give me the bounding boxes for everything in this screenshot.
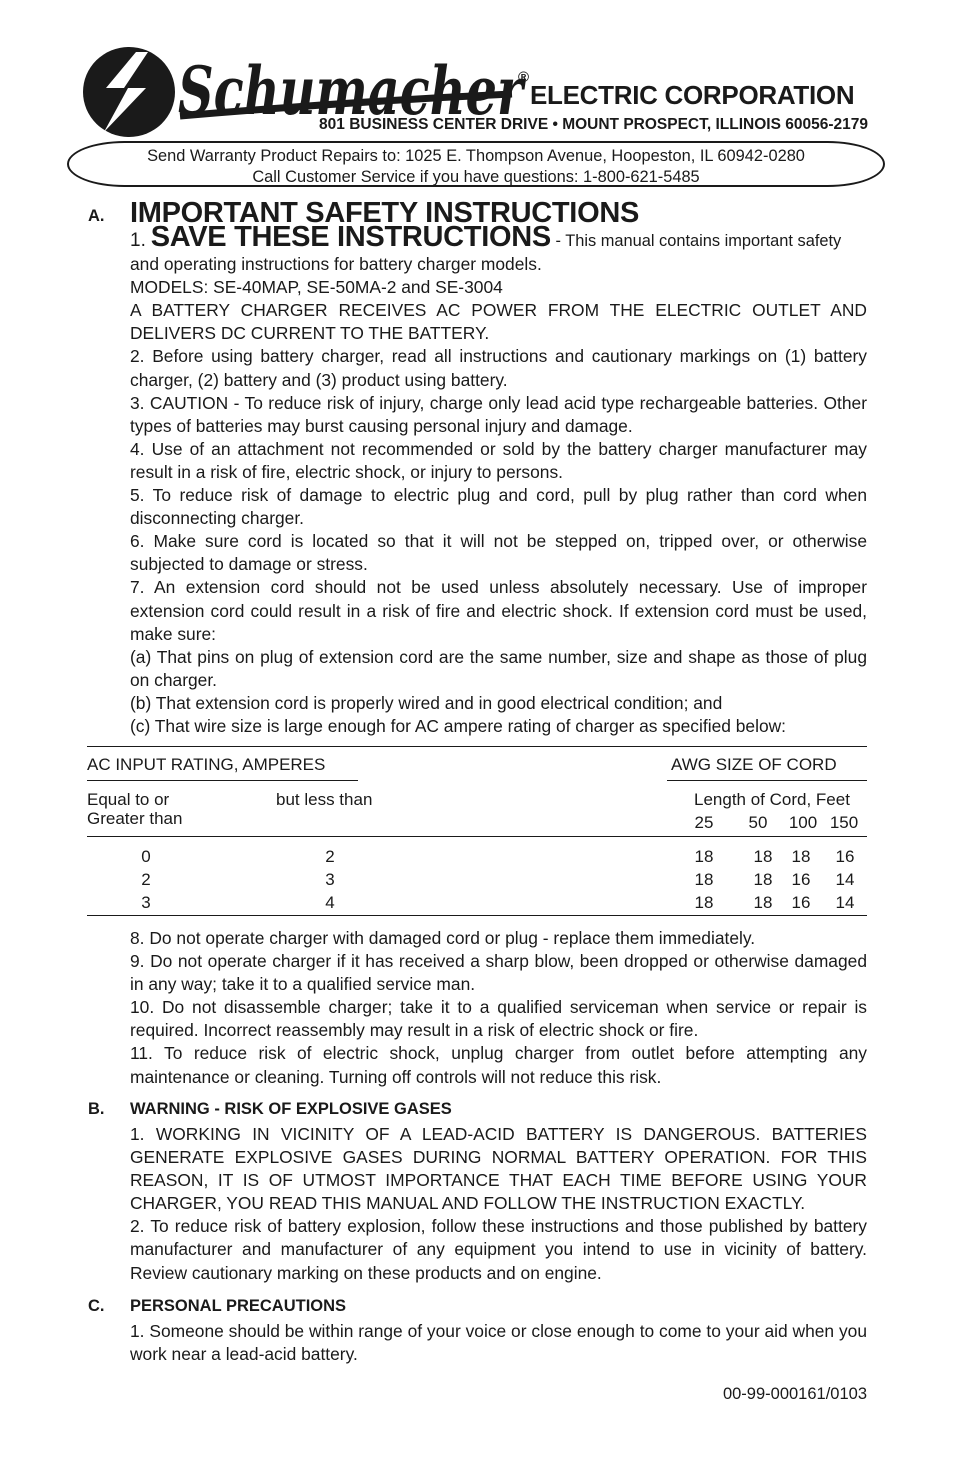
paragraph: 7. An extension cord should not be used unless absolutely necessary. Use of improper extension cord could result in a risk of fire and electric shock. If extension cord must be used, make sure: — [130, 577, 867, 644]
paragraph: (c) That wire size is large enough for AC ampere rating of charger as specified below: — [130, 715, 787, 736]
table-cell-awg: 18 — [694, 893, 714, 912]
col-header-min-line2: Greater than — [87, 809, 183, 828]
table-cell-min: 3 — [141, 893, 151, 912]
table-cell-awg: 18 — [753, 893, 773, 912]
section-b-body — [130, 1123, 867, 1285]
save-instructions-line — [130, 221, 867, 253]
paragraph: 5. To reduce risk of damage to electric plug and cord, pull by plug rather than cord when disconnecting charger. — [130, 485, 867, 529]
table-cell-awg: 16 — [791, 870, 811, 889]
section-b-title: WARNING - RISK OF EXPLOSIVE GASES — [130, 1100, 452, 1118]
section-c-body — [130, 1320, 867, 1366]
save-heading: SAVE THESE INSTRUCTIONS — [150, 221, 551, 253]
table-cell-awg: 18 — [753, 870, 773, 889]
paragraph: 8. Do not operate charger with damaged cord or plug - replace them immediately. — [130, 928, 756, 948]
table-cell-awg: 16 — [835, 847, 855, 866]
registered-mark: ® — [518, 69, 530, 86]
length-25: 25 — [694, 813, 714, 832]
table-top-rule — [87, 746, 867, 747]
right-heading-rule — [667, 780, 867, 781]
table-left-heading: AC INPUT RATING, AMPERES — [87, 755, 326, 774]
paragraph: and operating instructions for battery charger models. — [130, 254, 542, 275]
paragraph: 3. CAUTION - To reduce risk of injury, charge only lead acid type rechargeable batteries. Other types of batteries may burst causing personal injury and damage. — [130, 392, 867, 436]
table-cell-min: 0 — [141, 847, 151, 866]
section-c-letter: C. — [88, 1297, 105, 1315]
paragraph: 10. Do not disassemble charger; take it to a qualified serviceman when service or repair is required. Incorrect reassembly may result in a risk of electric shock or fire. — [130, 997, 867, 1041]
paragraph: 2. To reduce risk of battery explosion, follow these instructions and those published by battery manufacturer and manufacturer of any equipment you intend to use in vicinity of battery. Review cautionary marking on these products and on engine. — [130, 1216, 867, 1283]
length-100: 100 — [788, 813, 818, 832]
paragraph: 6. Make sure cord is located so that it will not be stepped on, tripped over, or otherwise subjected to damage or stress. — [130, 531, 867, 575]
length-heading: Length of Cord, Feet — [694, 790, 850, 809]
paragraph: (a) That pins on plug of extension cord are the same number, size and shape as those of plug on charger. — [130, 646, 867, 690]
col-header-min — [87, 790, 182, 828]
length-50: 50 — [748, 813, 768, 832]
section-a-continued — [130, 927, 867, 1089]
table-cell-min: 2 — [141, 870, 151, 889]
table-cell-max: 3 — [325, 870, 335, 889]
table-right-heading: AWG SIZE OF CORD — [671, 755, 837, 774]
logo-wordmark: Schumacher — [178, 52, 527, 130]
table-cell-awg: 16 — [791, 893, 811, 912]
table-cell-awg: 18 — [694, 870, 714, 889]
save-number: 1. — [130, 230, 146, 251]
length-150: 150 — [829, 813, 859, 832]
paragraph: (b) That extension cord is properly wired and in good electrical condition; and — [130, 692, 723, 713]
warranty-line: Send Warranty Product Repairs to: 1025 E. Thompson Avenue, Hoopeston, IL 60942-0280 — [147, 147, 805, 165]
paragraph: 4. Use of an attachment not recommended or sold by the battery charger manufacturer may result in a risk of fire, electric shock, or injury to persons. — [130, 438, 867, 482]
customer-service-line: Call Customer Service if you have questions: 1-800-621-5485 — [252, 168, 700, 186]
table-cell-awg: 18 — [753, 847, 773, 866]
paragraph: A BATTERY CHARGER RECEIVES AC POWER FROM THE ELECTRIC OUTLET AND DELIVERS DC CURRENT TO THE BATTERY. — [130, 300, 867, 344]
section-a-body — [130, 221, 867, 738]
table-header-rule — [87, 836, 867, 837]
table-cell-awg: 14 — [835, 893, 855, 912]
table-cell-awg: 18 — [694, 847, 714, 866]
section-a-title: IMPORTANT SAFETY INSTRUCTIONS — [130, 197, 640, 229]
document-code: 00-99-000161/0103 — [722, 1385, 867, 1403]
paragraph: 9. Do not operate charger if it has received a sharp blow, been dropped or otherwise damaged in any way; take it to a qualified service man. — [130, 951, 867, 995]
table-cell-max: 4 — [325, 893, 335, 912]
paragraph: MODELS: SE-40MAP, SE-50MA-2 and SE-3004 — [130, 277, 503, 298]
table-cell-awg: 18 — [791, 847, 811, 866]
section-c-title: PERSONAL PRECAUTIONS — [130, 1297, 347, 1315]
left-heading-rule — [87, 780, 358, 781]
table-cell-max: 2 — [325, 847, 335, 866]
section-b-letter: B. — [88, 1100, 105, 1118]
col-header-max: but less than — [276, 790, 373, 809]
corporation-address: 801 BUSINESS CENTER DRIVE • MOUNT PROSPECT, ILLINOIS 60056-2179 — [319, 116, 868, 133]
save-intro-text: - This manual contains important safety — [550, 232, 842, 250]
paragraph: 11. To reduce risk of electric shock, unplug charger from outlet before attempting any maintenance or cleaning. Turning off controls will not reduce this risk. — [130, 1043, 867, 1087]
corporation-name: ELECTRIC CORPORATION — [530, 80, 855, 110]
section-a-letter: A. — [88, 207, 105, 225]
paragraph: 2. Before using battery charger, read all instructions and cautionary markings on (1) battery charger, (2) battery and (3) product using battery. — [130, 346, 867, 390]
col-header-min-line1: Equal to or — [87, 790, 170, 809]
paragraph: 1. Someone should be within range of your voice or close enough to come to your aid when you work near a lead-acid battery. — [130, 1321, 867, 1365]
table-bottom-rule — [87, 915, 867, 916]
warranty-info-box — [67, 141, 885, 187]
paragraph: 1. WORKING IN VICINITY OF A LEAD-ACID BATTERY IS DANGEROUS. BATTERIES GENERATE EXPLOSIVE GASES DURING NORMAL BATTERY OPERATION. FOR THIS REASON, IT IS OF UTMOST IMPORTANCE THAT EACH TIME BEFORE USING YOUR CHARGER, YOU READ THIS MANUAL AND FOLLOW THE INSTRUCTION EXACTLY. — [130, 1124, 867, 1214]
table-cell-awg: 14 — [835, 870, 855, 889]
